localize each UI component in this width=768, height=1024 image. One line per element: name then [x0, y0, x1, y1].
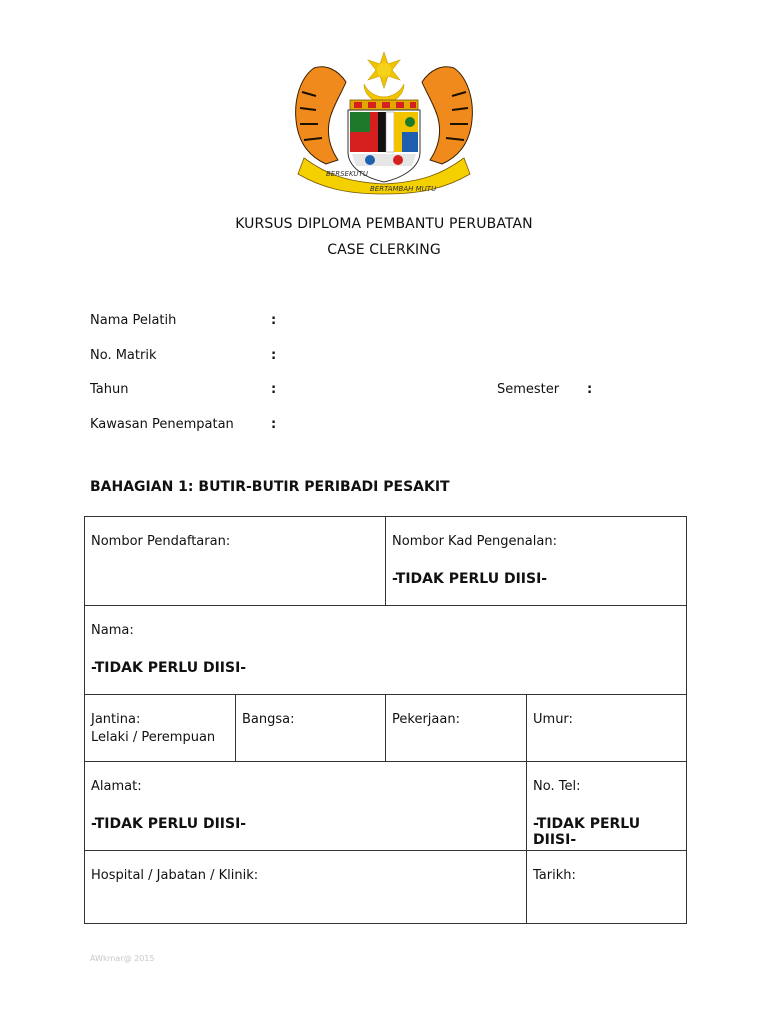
cell-nombor-kad-pengenalan[interactable]	[386, 517, 687, 606]
label-tahun: Tahun	[90, 382, 129, 397]
jantina-options: Lelaki / Perempuan	[91, 730, 216, 745]
label-nombor-pendaftaran: Nombor Pendaftaran:	[91, 534, 231, 549]
label-nombor-kad-pengenalan: Nombor Kad Pengenalan:	[392, 534, 557, 549]
cell-alamat[interactable]	[85, 762, 527, 851]
colon: :	[271, 348, 277, 363]
label-no-matrik: No. Matrik	[90, 348, 157, 363]
label-nama-pelatih: Nama Pelatih	[90, 313, 177, 328]
cell-nombor-pendaftaran[interactable]	[85, 517, 386, 606]
label-hospital-jabatan-klinik: Hospital / Jabatan / Klinik:	[91, 868, 259, 883]
label-kawasan-penempatan: Kawasan Penempatan	[90, 417, 234, 432]
footer-copyright: AWkmar@ 2015	[90, 954, 155, 963]
label-umur: Umur:	[533, 712, 573, 727]
label-alamat: Alamat:	[91, 779, 142, 794]
document-title: KURSUS DIPLOMA PEMBANTU PERUBATAN	[235, 216, 533, 232]
motto-right: BERTAMBAH MUTU	[370, 185, 437, 193]
not-required-note: -TIDAK PERLU DIISI-	[533, 816, 641, 848]
section-heading: BAHAGIAN 1: BUTIR-BUTIR PERIBADI PESAKIT	[90, 479, 450, 495]
cell-jantina[interactable]	[85, 695, 236, 762]
colon: :	[271, 417, 277, 432]
not-required-note: -TIDAK PERLU DIISI-	[91, 660, 247, 676]
motto-left: BERSEKUTU	[326, 170, 368, 178]
label-nama: Nama:	[91, 623, 134, 638]
cell-no-tel[interactable]	[527, 762, 687, 851]
patient-details-table	[84, 516, 687, 924]
cell-pekerjaan[interactable]	[386, 695, 527, 762]
cell-nama[interactable]	[85, 606, 687, 695]
cell-hospital-jabatan-klinik[interactable]	[85, 851, 527, 924]
cell-tarikh[interactable]	[527, 851, 687, 924]
document-subtitle: CASE CLERKING	[327, 242, 441, 258]
colon: :	[271, 382, 277, 397]
not-required-note: -TIDAK PERLU DIISI-	[392, 571, 548, 587]
cell-bangsa[interactable]	[236, 695, 386, 762]
label-tarikh: Tarikh:	[533, 868, 576, 883]
malaysia-coat-of-arms-icon	[286, 48, 482, 198]
label-pekerjaan: Pekerjaan:	[392, 712, 460, 727]
label-no-tel: No. Tel:	[533, 779, 581, 794]
colon: :	[271, 313, 277, 328]
not-required-note: -TIDAK PERLU DIISI-	[91, 816, 247, 832]
label-bangsa: Bangsa:	[242, 712, 295, 727]
cell-umur[interactable]	[527, 695, 687, 762]
label-jantina: Jantina:	[91, 712, 141, 727]
colon: :	[587, 382, 593, 397]
label-semester: Semester	[497, 382, 560, 397]
